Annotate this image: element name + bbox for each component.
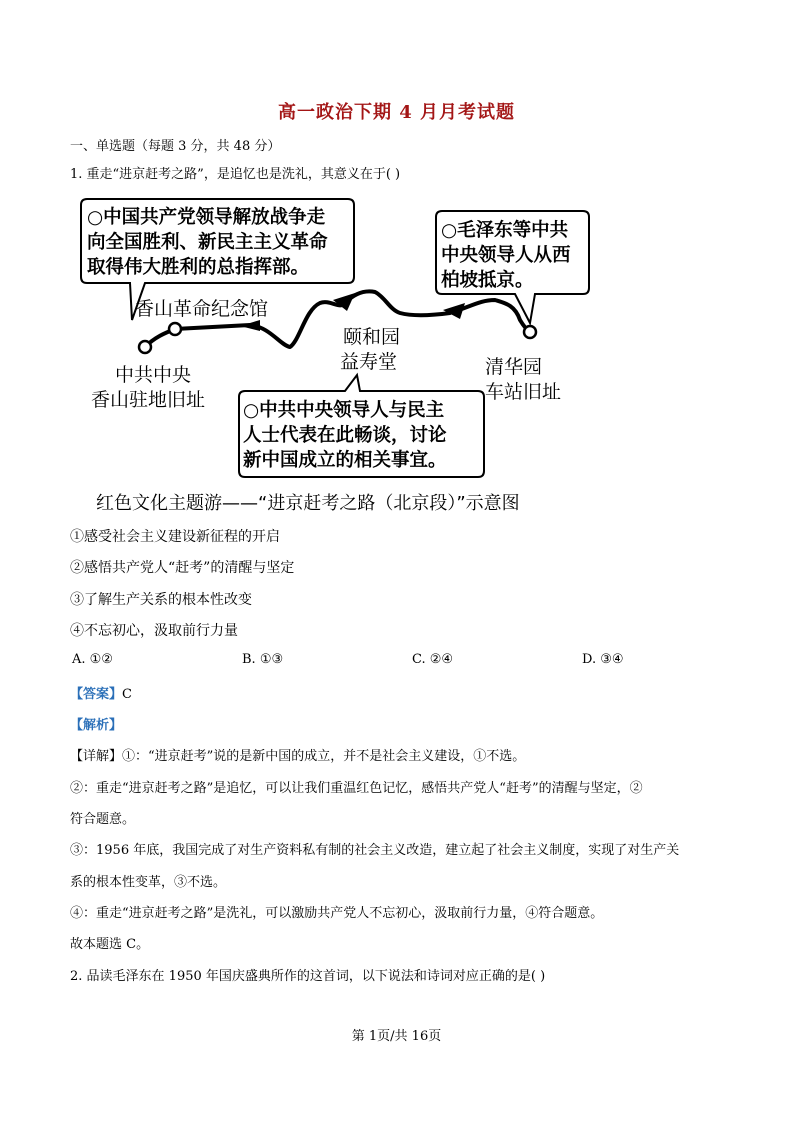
station-xiangshan-memorial-marker xyxy=(169,323,181,335)
answer-value: C xyxy=(122,687,132,702)
route-arrow-3 xyxy=(443,303,465,319)
station-qinghua-marker xyxy=(524,326,536,338)
svg-text:车站旧址 xyxy=(485,381,561,403)
label-xiangshan-hq-2: 香山驻地旧址 xyxy=(91,389,206,411)
box1-line-2: 向全国胜利、新民主主义革命 xyxy=(87,232,328,253)
svg-text:向全国胜利、新民主主义革命 xyxy=(87,231,328,253)
svg-text:人士代表在此畅谈，讨论 xyxy=(243,424,447,446)
box3-line-1: ○中共中央领导人与民主 xyxy=(243,400,445,421)
detail-line-5: 系的根本性变革，③不选。 xyxy=(70,875,227,890)
svg-text:新中国成立的相关事宜。 xyxy=(243,449,447,471)
figure-caption: 红色文化主题游——“进京赶考之路（北京段）”示意图 xyxy=(96,493,520,514)
box3-line-2: 人士代表在此畅谈，讨论 xyxy=(243,425,447,446)
question-2-stem: 2. 品读毛泽东在 1950 年国庆盛典所作的这首词，以下说法和诗词对应正确的是( ) xyxy=(70,969,546,984)
statement-1: ①感受社会主义建设新征程的开启 xyxy=(70,529,280,545)
answer-tag: 【答案】 xyxy=(70,687,123,702)
statement-3: ③了解生产关系的根本性改变 xyxy=(70,592,252,608)
detail-line-7: 故本题选 C。 xyxy=(70,937,150,952)
label-yiheyuan-2: 益寿堂 xyxy=(340,351,398,373)
page-title: 高一政治下期 4 月月考试题 xyxy=(277,102,516,123)
svg-text:取得伟大胜利的总指挥部。 xyxy=(87,256,309,278)
route-arrow-2 xyxy=(333,293,355,311)
svg-text:○毛泽东等中共 xyxy=(441,219,569,241)
label-qinghua-2: 车站旧址 xyxy=(485,381,562,403)
detail-line-2: ②：重走“进京赶考之路”是追忆，可以让我们重温红色记忆，感悟共产党人“赶考”的清醒与坚定，② xyxy=(70,781,643,796)
option-a: A. ①② xyxy=(72,652,113,667)
answer-line xyxy=(70,683,132,702)
svg-text:○中国共产党领导解放战争走 xyxy=(87,206,326,228)
page-footer: 第 1页/共 16页 xyxy=(351,1029,442,1044)
section-heading: 一、单选题（每题 3 分，共 48 分） xyxy=(70,139,281,154)
option-c: C. ②④ xyxy=(412,652,454,667)
label-xiangshan-hq-1: 中共中央 xyxy=(115,364,192,386)
question-1-stem: 1. 重走“进京赶考之路”，是追忆也是洗礼，其意义在于( ) xyxy=(70,167,401,182)
option-b: B. ①③ xyxy=(242,652,284,667)
statement-2: ②感悟共产党人“赶考”的清醒与坚定 xyxy=(70,560,295,576)
statement-4: ④不忘初心，汲取前行力量 xyxy=(70,623,238,639)
svg-text:中共中央 xyxy=(115,364,191,386)
box2-line-3: 柏坡抵京。 xyxy=(441,270,534,291)
svg-text:清华园 xyxy=(485,356,542,378)
detail-line-6: ④：重走“进京赶考之路”是洗礼，可以激励共产党人不忘初心，汲取前行力量，④符合题意。 xyxy=(70,906,604,921)
option-d: D. ③④ xyxy=(582,652,624,667)
detail-line-4: ③：1956 年底，我国完成了对生产资料私有制的社会主义改造，建立起了社会主义制度，实现了对生产关 xyxy=(70,843,680,858)
analysis-tag: 【解析】 xyxy=(70,718,123,733)
detail-line-1: 【详解】①：“进京赶考”说的是新中国的成立，并不是社会主义建设，①不选。 xyxy=(70,749,526,764)
detail-line-3: 符合题意。 xyxy=(70,812,136,827)
box1-line-1: ○中国共产党领导解放战争走 xyxy=(87,207,326,228)
box1-line-3: 取得伟大胜利的总指挥部。 xyxy=(87,257,310,278)
svg-text:香山驻地旧址 xyxy=(91,389,205,411)
svg-text:柏坡抵京。 xyxy=(441,269,534,291)
svg-text:颐和园 xyxy=(343,326,400,348)
route-diagram xyxy=(75,195,610,485)
route-arrow-1 xyxy=(240,320,260,331)
box2-line-2: 中央领导人从西 xyxy=(441,245,571,266)
box2-line-1: ○毛泽东等中共 xyxy=(441,220,569,241)
svg-text:香山革命纪念馆 xyxy=(135,298,268,320)
svg-text:益寿堂 xyxy=(340,351,397,373)
svg-text:○中共中央领导人与民主 xyxy=(243,399,445,421)
svg-text:中央领导人从西 xyxy=(441,244,571,266)
station-xiangshan-hq-marker xyxy=(139,341,151,353)
label-yiheyuan-1: 颐和园 xyxy=(343,326,401,348)
label-xiangshan-memorial: 香山革命纪念馆 xyxy=(135,298,269,320)
label-qinghua-1: 清华园 xyxy=(485,356,543,378)
box3-line-3: 新中国成立的相关事宜。 xyxy=(243,450,447,471)
